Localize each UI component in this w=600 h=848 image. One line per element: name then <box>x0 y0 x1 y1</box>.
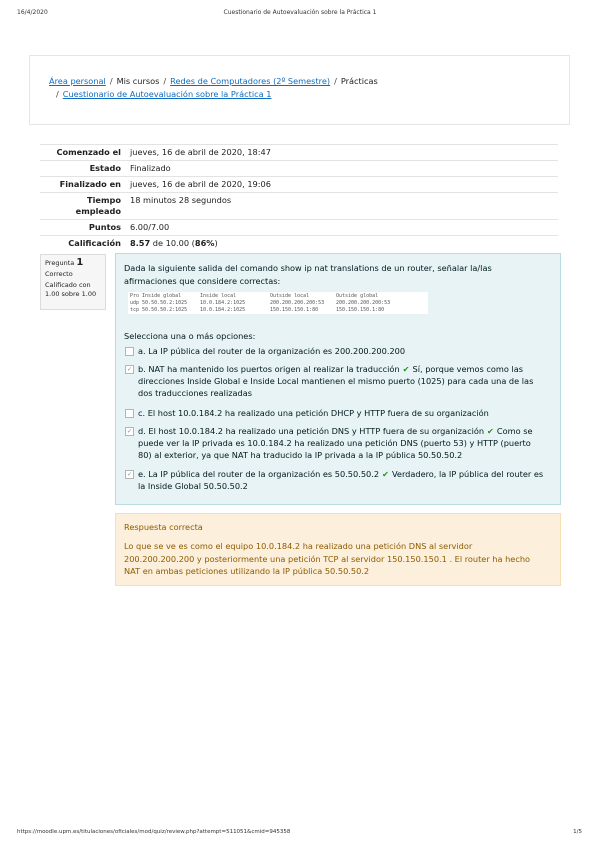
checkbox-icon[interactable]: ✓ <box>126 428 133 435</box>
nat-cell: 150.150.150.1:80 <box>336 307 385 313</box>
option-e[interactable] <box>125 468 545 492</box>
breadcrumb-separator: / <box>163 76 167 86</box>
grade-value: 8.57 <box>130 238 151 248</box>
breadcrumb-separator: / <box>109 76 113 86</box>
grade-close: ) <box>214 238 218 248</box>
option-feedback: Sí, porque vemos como las direcciones Inside Global e Inside Local mantienen el mismo puerto (1025) para cada una de las dos traducciones realizadas <box>138 364 534 398</box>
print-page-number: 1/5 <box>573 829 582 835</box>
question-info <box>40 254 106 310</box>
summary-value: 18 minutos 28 segundos <box>125 193 558 220</box>
summary-row <box>40 161 558 177</box>
summary-row <box>40 193 558 220</box>
breadcrumb-quiz[interactable]: Cuestionario de Autoevaluación sobre la Práctica 1 <box>62 89 272 99</box>
breadcrumb-area-personal[interactable]: Área personal <box>49 76 106 86</box>
summary-label: Comenzado el <box>40 145 125 161</box>
nat-cell: 10.0.184.2:1025 <box>200 307 246 313</box>
grade-max: de 10.00 ( <box>150 238 195 248</box>
nat-header: Pro Inside global <box>130 293 182 299</box>
print-title: Cuestionario de Autoevaluación sobre la Práctica 1 <box>223 9 377 16</box>
summary-label: Tiempo empleado <box>40 193 125 220</box>
nat-header: Outside global <box>336 293 379 299</box>
summary-value: jueves, 16 de abril de 2020, 18:47 <box>125 145 558 161</box>
checkbox-icon[interactable] <box>125 347 134 356</box>
breadcrumb-separator: / <box>56 89 59 99</box>
nat-cell: tcp 50.50.50.2:1025 <box>130 307 188 313</box>
option-text: a. La IP pública del router de la organización es 200.200.200.200 <box>138 346 406 356</box>
option-text: b. NAT ha mantenido los puertos origen al realizar la traducción <box>138 364 400 374</box>
check-icon: ✔ <box>382 469 389 479</box>
breadcrumb-practicas: Prácticas <box>340 76 378 86</box>
option-feedback: Como se puede ver la IP privada es 10.0.184.2 ha realizado una petición DNS (puerto 53) y HTTP (puerto 80) al exterior, ya que NAT ha traducido la IP privada a la IP pública 50.50.50.2 <box>138 426 533 460</box>
nat-cell: 200.200.200.200:53 <box>270 300 325 306</box>
feedback-title: Respuesta correcta <box>124 522 203 532</box>
print-url: https://moodle.upm.es/titulaciones/oficiales/mod/quiz/review.php?attempt=511051&cmid=945358 <box>17 829 291 835</box>
question-box <box>115 253 561 505</box>
summary-row <box>40 145 558 161</box>
summary-row <box>40 220 558 236</box>
option-text: d. El host 10.0.184.2 ha realizado una petición DNS y HTTP fuera de su organización <box>138 426 485 436</box>
option-feedback: Verdadero, la IP pública del router es la Inside Global 50.50.50.2 <box>138 469 544 491</box>
breadcrumb <box>29 55 570 125</box>
option-a[interactable] <box>125 345 545 357</box>
breadcrumb-mis-cursos: Mis cursos <box>116 76 160 86</box>
breadcrumb-course[interactable]: Redes de Computadores (2º Semestre) <box>170 76 331 86</box>
summary-grade <box>125 236 558 252</box>
checkbox-icon[interactable]: ✓ <box>126 471 133 478</box>
print-date: 16/4/2020 <box>17 9 48 16</box>
feedback-text: Lo que se ve es como el equipo 10.0.184.2 ha realizado una petición DNS al servidor 200.200.200.200 y posteriormente una petición TCP al servidor 150.150.150.1 . El router ha hecho NAT en ambas peticiones utilizando la IP pública 50.50.50.2 <box>124 541 531 577</box>
question-label: Pregunta <box>45 259 75 267</box>
select-prompt: Selecciona una o más opciones: <box>124 331 256 341</box>
option-text: c. El host 10.0.184.2 ha realizado una petición DHCP y HTTP fuera de su organización <box>138 408 489 418</box>
option-text: e. La IP pública del router de la organización es 50.50.50.2 <box>138 469 380 479</box>
breadcrumb-separator: / <box>334 76 337 86</box>
right-answer-feedback <box>115 513 561 586</box>
summary-row <box>40 177 558 193</box>
checkbox-icon[interactable]: ✓ <box>126 366 133 373</box>
summary-value: 6.00/7.00 <box>125 220 558 236</box>
nat-cell: 150.150.150.1:80 <box>270 307 319 313</box>
nat-header: Outside local <box>270 293 310 299</box>
nat-cell: 200.200.200.200:53 <box>336 300 391 306</box>
question-number: 1 <box>76 257 84 268</box>
question-text: Dada la siguiente salida del comando show ip nat translations de un router, señalar la/las afirmaciones que considere correctas: <box>124 263 492 286</box>
question-mark: Calificado con 1.00 sobre 1.00 <box>45 281 97 298</box>
summary-value: jueves, 16 de abril de 2020, 19:06 <box>125 177 558 193</box>
summary-value: Finalizado <box>125 161 558 177</box>
summary-label: Puntos <box>40 220 125 236</box>
option-c[interactable] <box>125 407 545 419</box>
summary-label: Estado <box>40 161 125 177</box>
summary-row <box>40 236 558 252</box>
option-b[interactable] <box>125 363 545 399</box>
grade-percent: 86% <box>194 238 215 248</box>
summary-label: Calificación <box>40 236 125 252</box>
checkbox-icon[interactable] <box>125 409 134 418</box>
nat-cell: 10.0.184.2:1025 <box>200 300 246 306</box>
nat-translation-table <box>128 292 428 314</box>
nat-cell: udp 50.50.50.2:1025 <box>130 300 188 306</box>
nat-header: Inside local <box>200 293 237 299</box>
question-state: Correcto <box>45 270 73 278</box>
option-d[interactable] <box>125 425 545 461</box>
check-icon: ✔ <box>487 426 494 436</box>
summary-label: Finalizado en <box>40 177 125 193</box>
attempt-summary <box>40 144 558 251</box>
check-icon: ✔ <box>402 364 410 374</box>
